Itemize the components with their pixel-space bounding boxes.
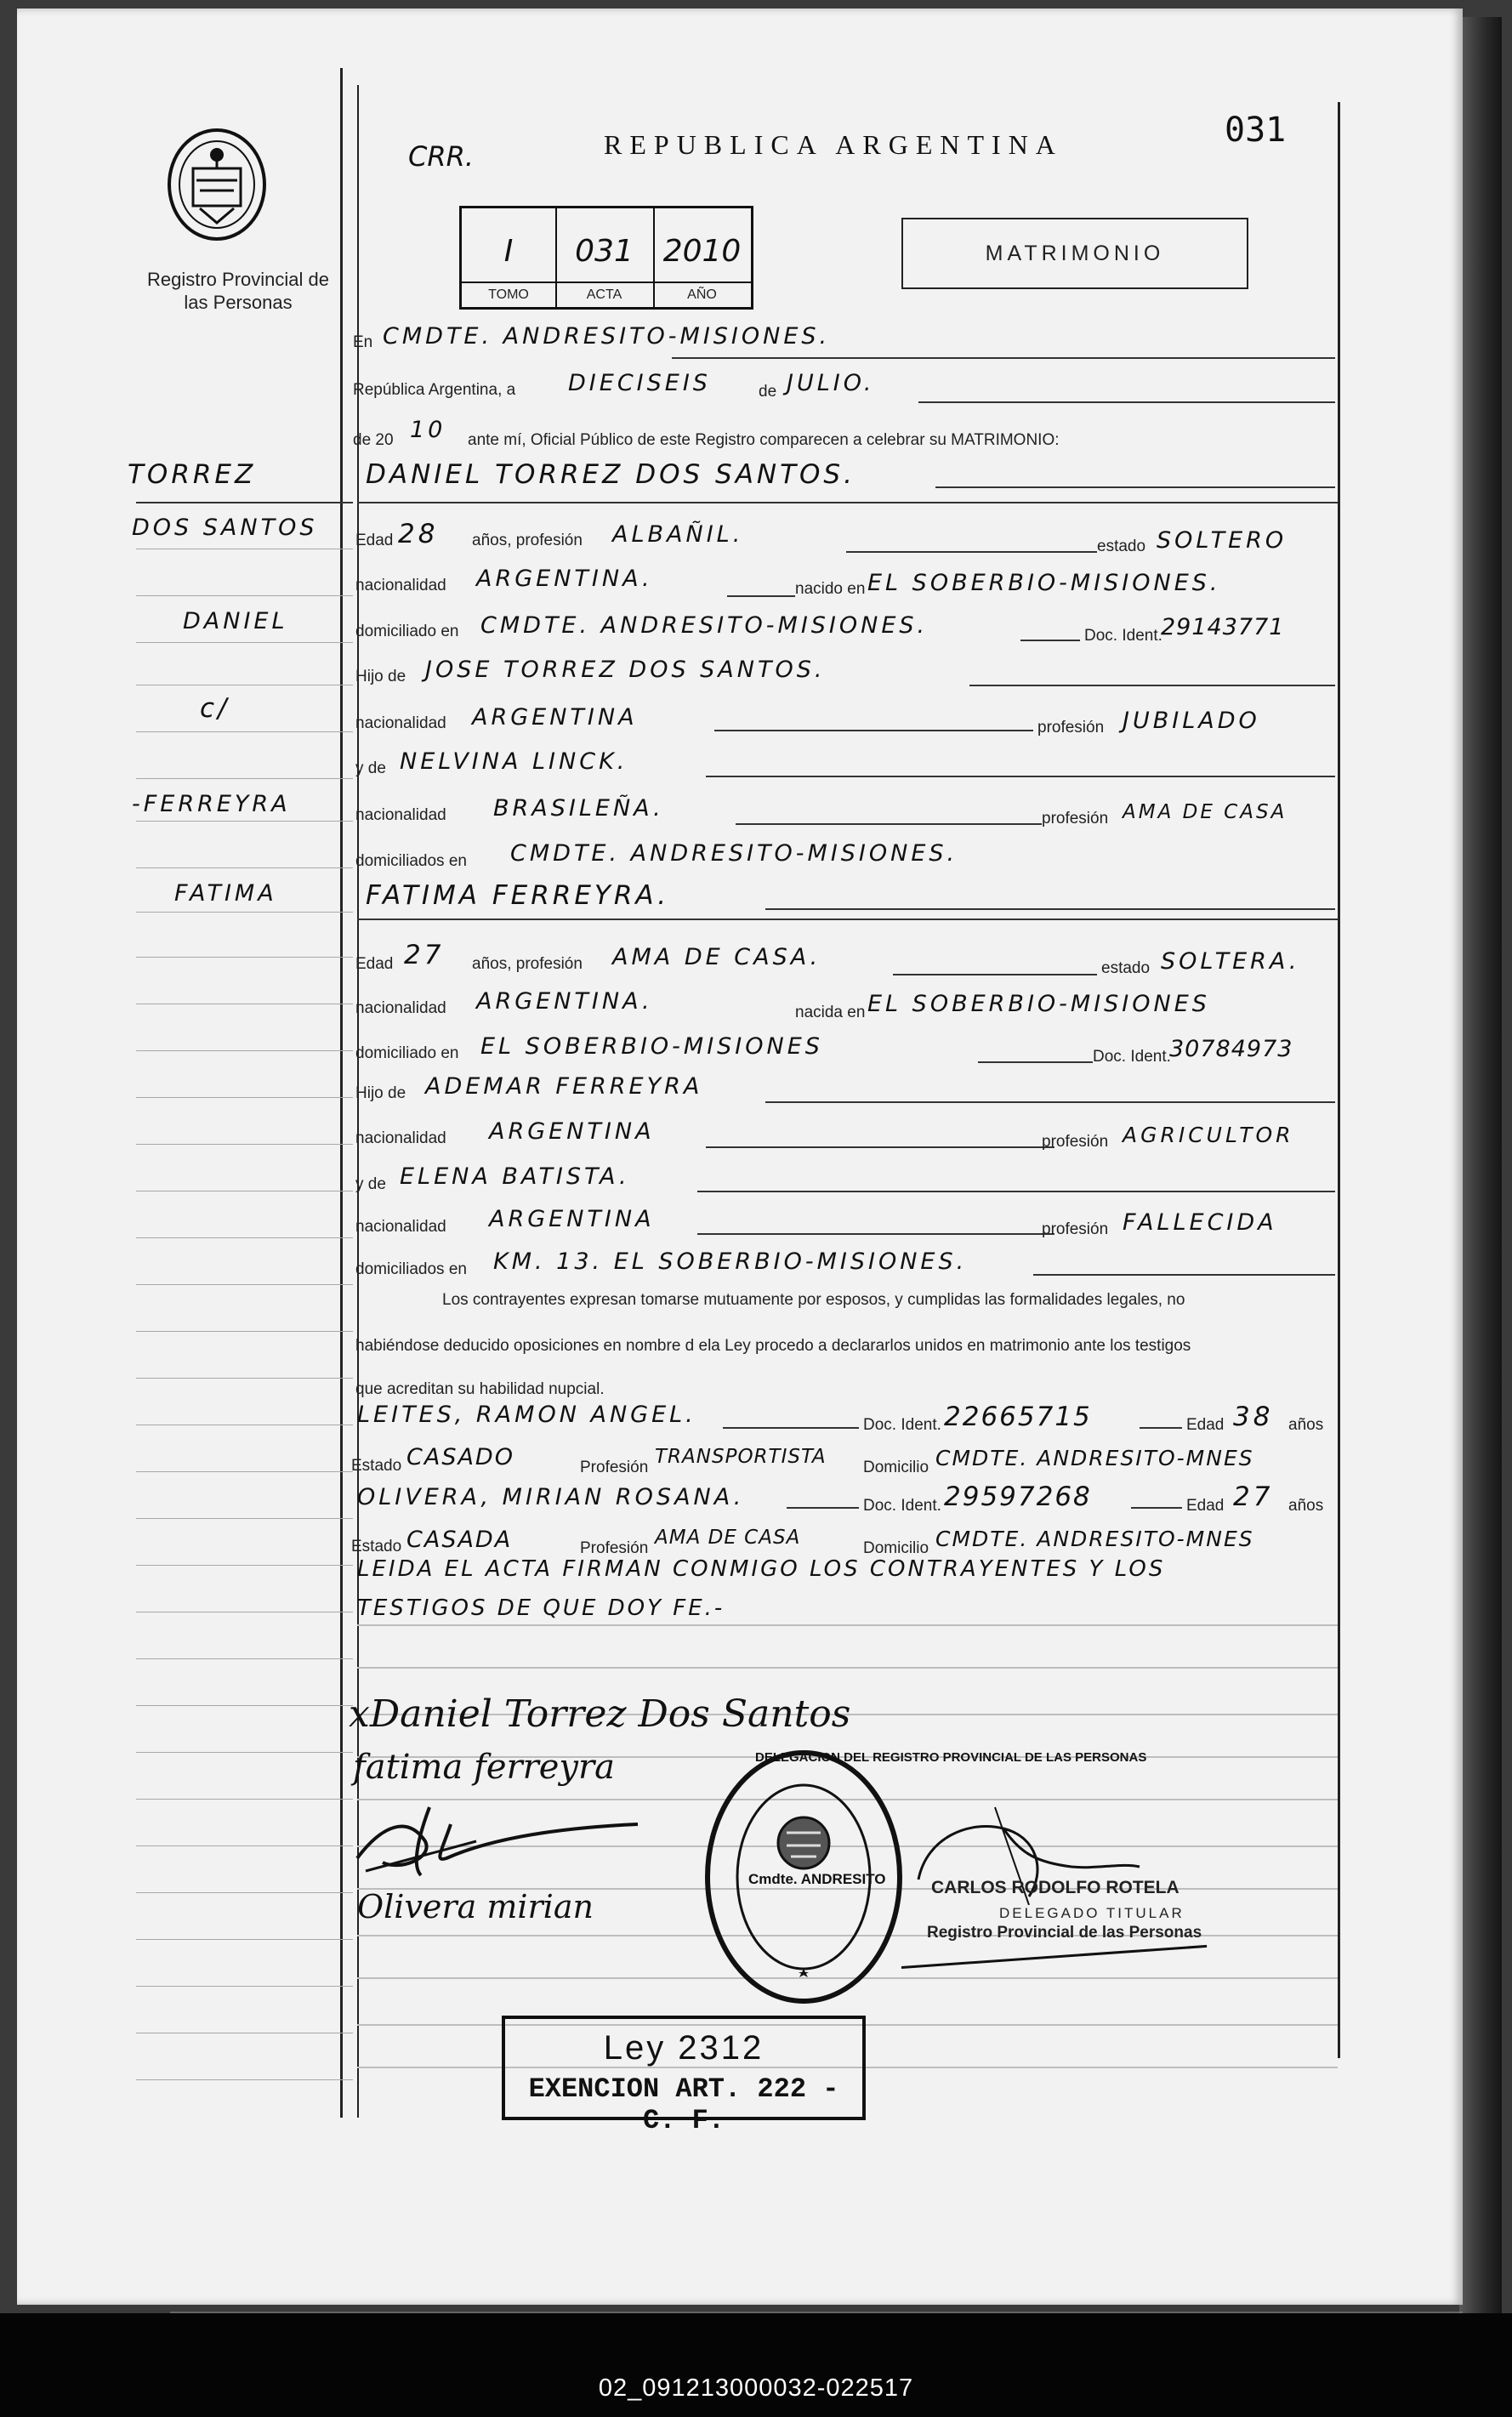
- margin-rule: [136, 957, 353, 958]
- margin-rule: [136, 2079, 353, 2080]
- bride-mother-nat-label: nacionalidad: [355, 1218, 446, 1236]
- margin-rule: [136, 1799, 353, 1800]
- bride-father-nat-label: nacionalidad: [355, 1129, 446, 1147]
- groom-father-label: Hijo de: [355, 668, 406, 685]
- margin-rule: [136, 1986, 353, 1987]
- bride-mother-prof-label: profesión: [1042, 1220, 1109, 1238]
- act-type-box: MATRIMONIO: [901, 218, 1248, 289]
- anio-label: AÑO: [653, 282, 751, 307]
- groom-nac-label: nacionalidad: [355, 577, 446, 594]
- witness2-profession: AMA DE CASA: [655, 1527, 801, 1549]
- witness1-profession: TRANSPORTISTA: [655, 1446, 827, 1468]
- bride-mother-profession: FALLECIDA: [1123, 1209, 1277, 1236]
- bride-father-profession: AGRICULTOR: [1123, 1123, 1294, 1147]
- groom-father-nat-label: nacionalidad: [355, 714, 446, 732]
- fill-line: [723, 1427, 859, 1429]
- witness1-doc-id: 22665715: [944, 1402, 1092, 1432]
- act-page: [17, 9, 1463, 2305]
- annotation-crr: CRR.: [408, 140, 474, 173]
- groom-profesion-label: años, profesión: [472, 532, 583, 549]
- closing-line: LEIDA EL ACTA FIRMAN CONMIGO LOS CONTRAYENTES Y LOS: [357, 1556, 1166, 1582]
- de-label: de: [759, 383, 777, 401]
- legal-text-line: Los contrayentes expresan tomarse mutuamente por esposos, y cumplidas las formalidades legales, no: [442, 1291, 1185, 1309]
- margin-note: FATIMA: [174, 880, 277, 907]
- legal-text-line: que acreditan su habilidad nupcial.: [355, 1380, 605, 1398]
- margin-note: c/: [200, 693, 230, 724]
- seal-ring-text: DELEGACION DEL REGISTRO PROVINCIAL DE LAS PERSONAS: [755, 1750, 1147, 1765]
- witness1-age: 38: [1233, 1402, 1274, 1432]
- groom-nationality: ARGENTINA.: [476, 566, 653, 592]
- witness1-name: LEITES, RAMON ANGEL.: [357, 1402, 696, 1428]
- fill-line: [706, 1146, 1054, 1148]
- witness2-estado-label: Estado: [351, 1538, 402, 1555]
- page-number: 031: [1225, 111, 1287, 150]
- official-signature-line: [901, 1945, 1207, 1969]
- fill-line: [893, 974, 1097, 975]
- margin-rule: [136, 1845, 353, 1846]
- margin-note: DANIEL: [183, 608, 288, 634]
- bride-father-label: Hijo de: [355, 1084, 406, 1102]
- margin-rule: [136, 821, 353, 822]
- groom-profession: ALBAÑIL.: [612, 521, 744, 548]
- groom-father-prof-label: profesión: [1037, 719, 1105, 736]
- bride-parents-address: KM. 13. EL SOBERBIO-MISIONES.: [493, 1248, 968, 1275]
- groom-mother-profession: AMA DE CASA: [1123, 801, 1287, 823]
- act-number-box: [459, 206, 753, 310]
- groom-father: JOSE TORREZ DOS SANTOS.: [425, 657, 826, 683]
- bride-doc-label: Doc. Ident.: [1093, 1048, 1171, 1066]
- margin-rule: [136, 1471, 353, 1472]
- fill-line: [765, 1101, 1335, 1103]
- groom-nacido-label: nacido en: [795, 580, 866, 598]
- bride-estado-label: estado: [1101, 959, 1151, 977]
- witness1-anos-label: años: [1288, 1416, 1324, 1434]
- fill-line: [714, 730, 1033, 731]
- image-filename: 02_091213000032-022517: [598, 2374, 914, 2402]
- groom-doc-id: 29143771: [1161, 614, 1285, 640]
- witness2-prof-label: Profesión: [580, 1539, 649, 1557]
- fill-line: [1020, 640, 1080, 641]
- witness2-anos-label: años: [1288, 1497, 1324, 1515]
- margin-rule: [136, 1237, 353, 1238]
- groom-signature: xDaniel Torrez Dos Santos: [349, 1692, 851, 1736]
- closing-line: TESTIGOS DE QUE DOY FE.-: [357, 1595, 725, 1621]
- official-office: Registro Provincial de las Personas: [927, 1924, 1202, 1942]
- margin-note: -FERREYRA: [132, 791, 291, 817]
- margin-rule: [136, 1892, 353, 1893]
- witness2-doc-label: Doc. Ident.: [863, 1497, 941, 1515]
- margin-rule: [136, 867, 353, 868]
- tomo-label: TOMO: [462, 282, 555, 307]
- en-label: En: [353, 333, 373, 351]
- margin-rule: [136, 912, 353, 913]
- fill-line: [978, 1061, 1093, 1063]
- tomo-cell: [462, 208, 557, 307]
- groom-estado-label: estado: [1097, 537, 1146, 555]
- bride-civil-status: SOLTERA.: [1161, 948, 1300, 975]
- groom-name: DANIEL TORREZ DOS SANTOS.: [366, 459, 855, 490]
- bride-name: FATIMA FERREYRA.: [366, 880, 670, 911]
- line-rule: [357, 1667, 1338, 1669]
- exemption-stamp: [502, 2016, 866, 2136]
- groom-dom-label: domiciliado en: [355, 623, 459, 640]
- margin-note: DOS SANTOS: [132, 515, 318, 541]
- margin-rule: [136, 1050, 353, 1051]
- groom-mother-prof-label: profesión: [1042, 810, 1109, 827]
- fill-line: [736, 823, 1042, 825]
- fill-line: [787, 1507, 859, 1509]
- republica-label: República Argentina, a: [353, 381, 516, 399]
- bride-signature: fatima ferreyra: [353, 1748, 615, 1787]
- groom-father-profession: JUBILADO: [1123, 708, 1260, 734]
- fill-line: [1033, 1274, 1335, 1276]
- margin-rule: [136, 502, 353, 503]
- witness2-signature: Olivera mirian: [357, 1888, 594, 1925]
- witness1-estado-label: Estado: [351, 1457, 402, 1475]
- section-rule: [357, 502, 1338, 503]
- groom-birthplace: EL SOBERBIO-MISIONES.: [867, 570, 1221, 596]
- bride-nac-label: nacionalidad: [355, 999, 446, 1017]
- bride-father-nationality: ARGENTINA: [489, 1118, 655, 1145]
- bride-doc-id: 30784973: [1169, 1036, 1293, 1062]
- bride-father-prof-label: profesión: [1042, 1133, 1109, 1151]
- bride-dom-label: domiciliado en: [355, 1044, 459, 1062]
- bride-mother: ELENA BATISTA.: [400, 1163, 630, 1190]
- margin-rule: [136, 1284, 353, 1285]
- margin-rule: [136, 1378, 353, 1379]
- margin-rule: [136, 1705, 353, 1706]
- registry-name: Registro Provincial de las Personas: [147, 269, 329, 313]
- fill-line: [765, 908, 1335, 910]
- bride-mother-nationality: ARGENTINA: [489, 1206, 655, 1232]
- intro-text: ante mí, Oficial Público de este Registro comparecen a celebrar su MATRIMONIO:: [468, 431, 1060, 449]
- acta-cell: [555, 208, 655, 307]
- fill-line: [1140, 1427, 1182, 1429]
- section-rule: [357, 1624, 1338, 1626]
- groom-doc-label: Doc. Ident.: [1084, 627, 1162, 645]
- fill-line: [846, 551, 1097, 553]
- margin-rule: [136, 1658, 353, 1659]
- bride-profession: AMA DE CASA.: [612, 944, 821, 970]
- bride-edad-label: Edad: [355, 955, 394, 973]
- fill-line: [697, 1233, 1054, 1235]
- fill-line: [969, 685, 1335, 686]
- witness1-signature: [349, 1790, 655, 1884]
- fill-line: [697, 1191, 1335, 1192]
- margin-rule: [136, 1144, 353, 1145]
- exemption-article: EXENCION ART. 222 - C. F.: [528, 2073, 839, 2136]
- margin-rule: [136, 1331, 353, 1332]
- margin-rule: [136, 778, 353, 779]
- witness2-dom-label: Domicilio: [863, 1539, 929, 1557]
- place-value: CMDTE. ANDRESITO-MISIONES.: [383, 323, 831, 350]
- tomo-value: I: [503, 234, 514, 269]
- book-binding: [1459, 17, 1502, 2313]
- witness2-name: OLIVERA, MIRIAN ROSANA.: [357, 1484, 745, 1510]
- bride-address: EL SOBERBIO-MISIONES: [480, 1033, 823, 1060]
- witness1-prof-label: Profesión: [580, 1459, 649, 1476]
- day-value: DIECISEIS: [568, 370, 711, 396]
- margin-rule: [136, 1565, 353, 1566]
- month-value: JULIO.: [787, 370, 875, 396]
- margin-rule: [136, 1752, 353, 1753]
- bride-birthplace: EL SOBERBIO-MISIONES: [867, 991, 1210, 1017]
- legal-text-line: habiéndose deducido oposiciones en nombre d ela Ley procedo a declararlos unidos en matrimonio ante los testigos: [355, 1337, 1191, 1355]
- witness2-edad-label: Edad: [1186, 1497, 1225, 1515]
- country-title: REPUBLICA ARGENTINA: [604, 129, 1063, 160]
- margin-rule: [136, 642, 353, 643]
- bride-father: ADEMAR FERREYRA: [425, 1073, 703, 1100]
- bride-nacida-label: nacida en: [795, 1004, 866, 1021]
- fill-line: [1131, 1507, 1182, 1509]
- witness2-doc-id: 29597268: [944, 1481, 1092, 1512]
- groom-mother-nat-label: nacionalidad: [355, 806, 446, 824]
- margin-rule: [136, 595, 353, 596]
- groom-mother: NELVINA LINCK.: [400, 748, 628, 775]
- seal-center-text: Cmdte. ANDRESITO: [748, 1871, 886, 1887]
- witness1-edad-label: Edad: [1186, 1416, 1225, 1434]
- margin-divider: [340, 68, 343, 2118]
- witness1-dom-label: Domicilio: [863, 1459, 929, 1476]
- margin-rule: [136, 731, 353, 732]
- groom-mother-label: y de: [355, 759, 386, 777]
- witness1-doc-label: Doc. Ident.: [863, 1416, 941, 1434]
- fill-line: [706, 776, 1335, 777]
- anio-cell: [653, 208, 751, 307]
- year-prefix: de 20: [353, 431, 394, 449]
- bride-parents-dom-label: domiciliados en: [355, 1260, 467, 1278]
- anio-value: 2010: [662, 234, 742, 269]
- bride-age: 27: [404, 940, 445, 970]
- acta-label: ACTA: [555, 282, 653, 307]
- fill-line: [727, 595, 795, 597]
- margin-rule: [136, 1939, 353, 1940]
- fill-line: [918, 401, 1335, 403]
- groom-civil-status: SOLTERO: [1157, 527, 1287, 554]
- witness1-address: CMDTE. ANDRESITO-MNES: [935, 1446, 1254, 1470]
- witness2-age: 27: [1233, 1481, 1274, 1512]
- margin-rule: [136, 1097, 353, 1098]
- groom-edad-label: Edad: [355, 532, 394, 549]
- margin-rule: [136, 1518, 353, 1519]
- groom-parents-dom-label: domiciliados en: [355, 852, 467, 870]
- groom-address: CMDTE. ANDRESITO-MISIONES.: [480, 612, 929, 639]
- witness2-address: CMDTE. ANDRESITO-MNES: [935, 1527, 1254, 1551]
- bride-profesion-label: años, profesión: [472, 955, 583, 973]
- provincial-seal-icon: [166, 128, 268, 242]
- witness1-civil-status: CASADO: [406, 1444, 514, 1470]
- acta-value: 031: [575, 234, 634, 269]
- margin-note: TORREZ: [128, 459, 257, 490]
- fill-line: [935, 486, 1335, 488]
- bride-nationality: ARGENTINA.: [476, 988, 653, 1015]
- official-title: DELEGADO TITULAR: [999, 1905, 1185, 1921]
- groom-father-nationality: ARGENTINA: [472, 704, 638, 731]
- form-right-rule: [1338, 102, 1340, 2058]
- exemption-law: Ley 2312: [603, 2029, 765, 2067]
- groom-mother-nationality: BRASILEÑA.: [493, 795, 664, 822]
- groom-age: 28: [398, 519, 439, 549]
- fill-line: [672, 357, 1335, 359]
- official-name: CARLOS RODOLFO ROTELA: [931, 1878, 1179, 1897]
- bride-mother-label: y de: [355, 1175, 386, 1193]
- year-suffix: 10: [410, 417, 446, 443]
- witness2-civil-status: CASADA: [406, 1527, 513, 1553]
- groom-parents-address: CMDTE. ANDRESITO-MISIONES.: [510, 840, 958, 867]
- section-rule: [357, 918, 1338, 920]
